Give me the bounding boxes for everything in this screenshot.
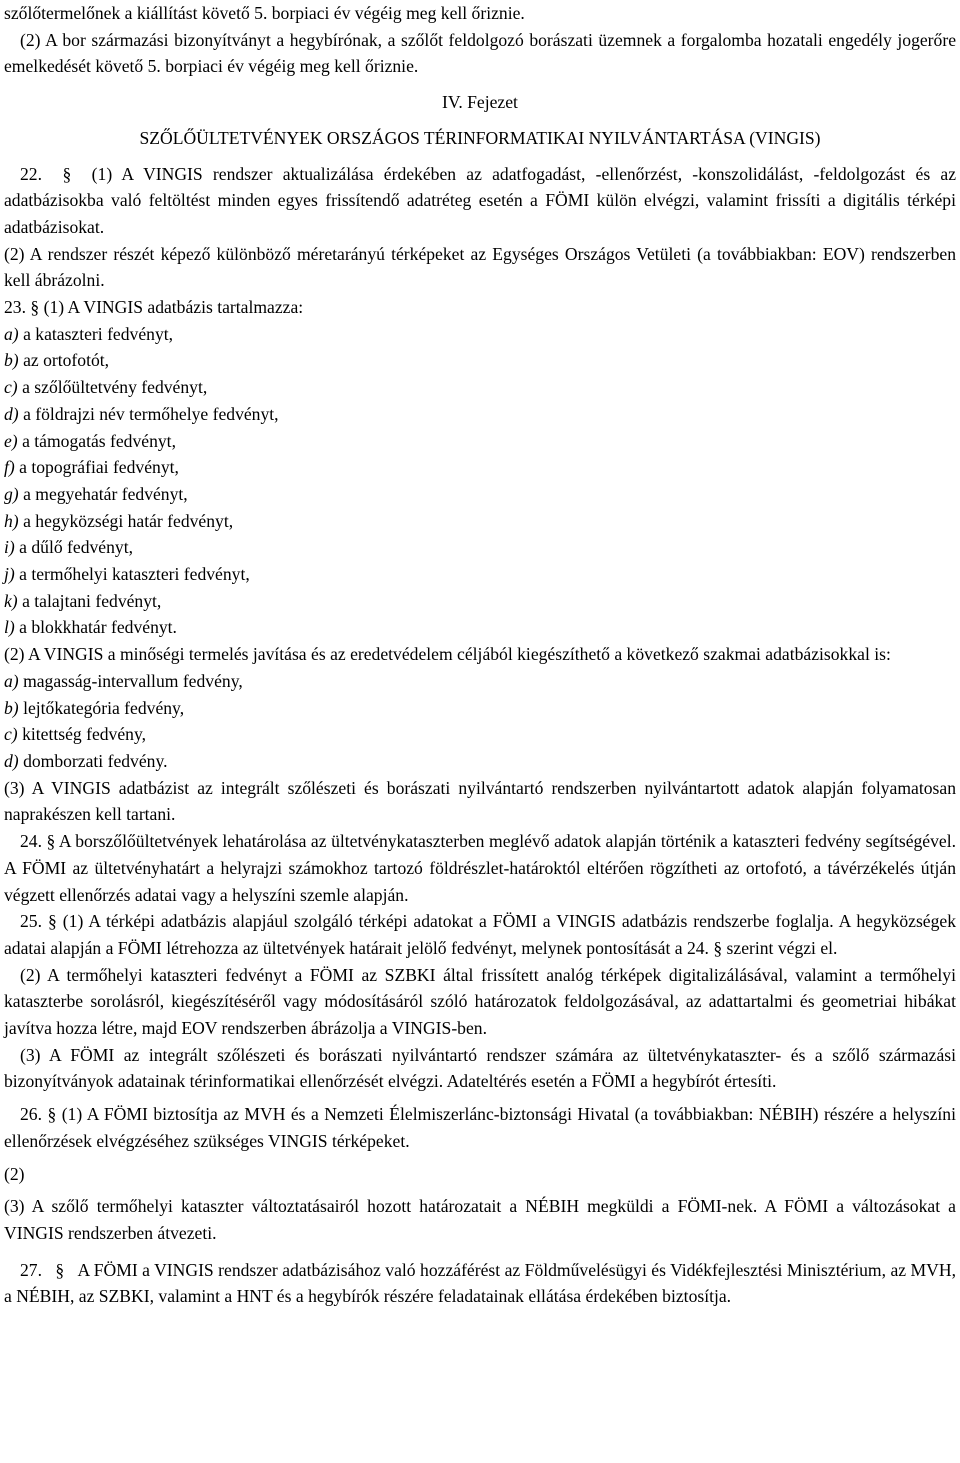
list-item: a) magasság-intervallum fedvény, — [4, 670, 243, 691]
section-text: A FÖMI a VINGIS rendszer adatbázisához való hozzáférést az Földművelésügyi és Vidékfejlesztési Minisztérium, az MVH, a NÉBIH, az SZBKI, valamint a HNT és a hegybírók részére feladatainak ellátása érdekében biztosítja. — [4, 1259, 956, 1307]
list-item: b) lejtőkategória fedvény, — [4, 697, 185, 718]
chapter-number: IV. Fejezet — [442, 92, 518, 113]
section-number: 23. — [4, 297, 26, 318]
list-a — [4, 321, 956, 641]
list-item: d) domborzati fedvény. — [4, 750, 168, 771]
list-item: b) az ortofotót, — [4, 350, 110, 371]
section-text: (1) A FÖMI biztosítja az MVH és a Nemzeti Élelmiszerlánc-biztonsági Hivatal (a továbbiakban: NÉBIH) részére a helyszíni ellenőrzések elvégzéséhez szükséges VINGIS térképeket. — [4, 1104, 956, 1151]
section-number: 22. — [20, 163, 42, 184]
section-sign: § — [55, 1259, 65, 1280]
list-item: k) a talajtani fedvényt, — [4, 590, 162, 611]
section-25-para-2: (2) A termőhelyi kataszteri fedvényt a FÖMI az SZBKI által frissített analóg térképek digitalizálásával, valamint a termőhelyi kataszterbe sorolásról, kiegészítéséről vagy módosításáról szóló határozatok feldolgozásával, az adattartalmi és geometriai hibákat javítva hozza létre, majd EOV rendszerben ábrázolja a VINGIS-ben. — [4, 964, 956, 1039]
section-27-para-1 — [4, 1257, 956, 1310]
carryover-text: szőlőtermelőnek a kiállítást követő 5. borpiaci év végéig meg kell őriznie. — [4, 3, 525, 23]
list-item: c) kitettség fedvény, — [4, 724, 147, 745]
section-23-para-3: (3) A VINGIS adatbázist az integrált szőlészeti és borászati nyilvántartó rendszerben nyilvántartott adatok alapján folyamatosan naprakészen kell tartani. — [4, 777, 956, 825]
paragraph: (2) A bor származási bizonyítványt a hegybírónak, a szőlőt feldolgozó borászati üzemnek a forgalomba hozatali engedély jogerőre emelkedését követő 5. borpiaci év végéig meg kell őriznie. — [4, 29, 956, 77]
section-25-para-1 — [4, 908, 956, 961]
section-sign: § — [30, 297, 40, 318]
list-item: e) a támogatás fedvényt, — [4, 430, 176, 451]
section-23-para-2: (2) A VINGIS a minőségi termelés javítása és az eredetvédelem céljából kiegészíthető a következő szakmai adatbázisokkal is: — [4, 644, 891, 665]
section-text: (1) A térképi adatbázis alapjául szolgáló térképi adatokat a FÖMI a VINGIS adatbázis rendszerbe foglalja. A hegyközségek adatai alapján a FÖMI létrehozza az ültetvények határait jelölő fedvényt, melynek pontosítását a 24. § szerint végzi el. — [4, 911, 957, 958]
section-text: (1) A VINGIS adatbázis tartalmazza: — [43, 297, 304, 318]
list-item: a) a kataszteri fedvényt, — [4, 323, 174, 344]
section-sign: § — [48, 911, 57, 932]
section-text: A borszőlőültetvények lehatárolása az ültetvénykataszterben meglévő adatok alapján történik a kataszteri fedvény segítségével. A FÖMI az ültetvényhatárt a helyrajzi számokhoz tartozó földrészlet-határoktól eltérően rögzítheti az ortofotó, a távérzékelés útján végzett ellenőrzés adatai vagy a helyszíni szemle alapján. — [4, 831, 957, 905]
list-item: l) a blokkhatár fedvényt. — [4, 617, 177, 638]
list-item: c) a szőlőültetvény fedvényt, — [4, 377, 208, 398]
section-number: 26. — [20, 1104, 42, 1125]
list-b — [4, 668, 956, 775]
section-sign: § — [62, 163, 72, 184]
section-26-para-2: (2) — [4, 1163, 25, 1184]
chapter-title: SZŐLŐÜLTETVÉNYEK ORSZÁGOS TÉRINFORMATIKAI NYILVÁNTARTÁSA (VINGIS) — [139, 127, 821, 148]
list-item: h) a hegyközségi határ fedvényt, — [4, 510, 234, 531]
list-item: d) a földrajzi név termőhelye fedvényt, — [4, 403, 279, 424]
section-23-para-1 — [4, 294, 956, 321]
section-sign: § — [47, 1104, 57, 1125]
list-item: g) a megyehatár fedvényt, — [4, 483, 188, 504]
section-22-para-1 — [4, 161, 956, 241]
section-25-para-3: (3) A FÖMI az integrált szőlészeti és borászati nyilvántartó rendszer számára az ültetvénykataszter- és a szőlő származási bizonyítványok adatainak térinformatikai ellenőrzését elvégzi. Adateltérés esetén a FÖMI a hegybírót értesíti. — [4, 1044, 956, 1092]
section-26-para-1 — [4, 1101, 956, 1154]
section-text: (1) A VINGIS rendszer aktualizálása érdekében az adatfogadást, -ellenőrzést, -konszolidálást, -feldolgozást és az adatbázisokba való feltöltést minden egyes frissítendő adatréteg esetén a FÖMI külön elvégzi, valamint frissíti a digitális térképi adatbázisokat. — [4, 163, 956, 237]
section-sign: § — [46, 831, 56, 852]
section-number: 25. — [20, 911, 42, 932]
section-number: 24. — [20, 831, 42, 852]
list-item: j) a termőhelyi kataszteri fedvényt, — [4, 564, 250, 585]
list-item: i) a dűlő fedvényt, — [4, 537, 133, 558]
section-number: 27. — [20, 1259, 42, 1280]
section-26-para-3: (3) A szőlő termőhelyi kataszter változtatásairól hozott határozatait a NÉBIH megküldi a FÖMI-nek. A FÖMI a változásokat a VINGIS rendszerben átvezeti. — [4, 1196, 956, 1243]
list-item: f) a topográfiai fedvényt, — [4, 457, 179, 478]
section-22-para-2: (2) A rendszer részét képező különböző méretarányú térképeket az Egységes Országos Vetületi (a továbbiakban: EOV) rendszerben kell ábrázolni. — [4, 243, 956, 291]
section-24-para-1 — [4, 828, 956, 908]
